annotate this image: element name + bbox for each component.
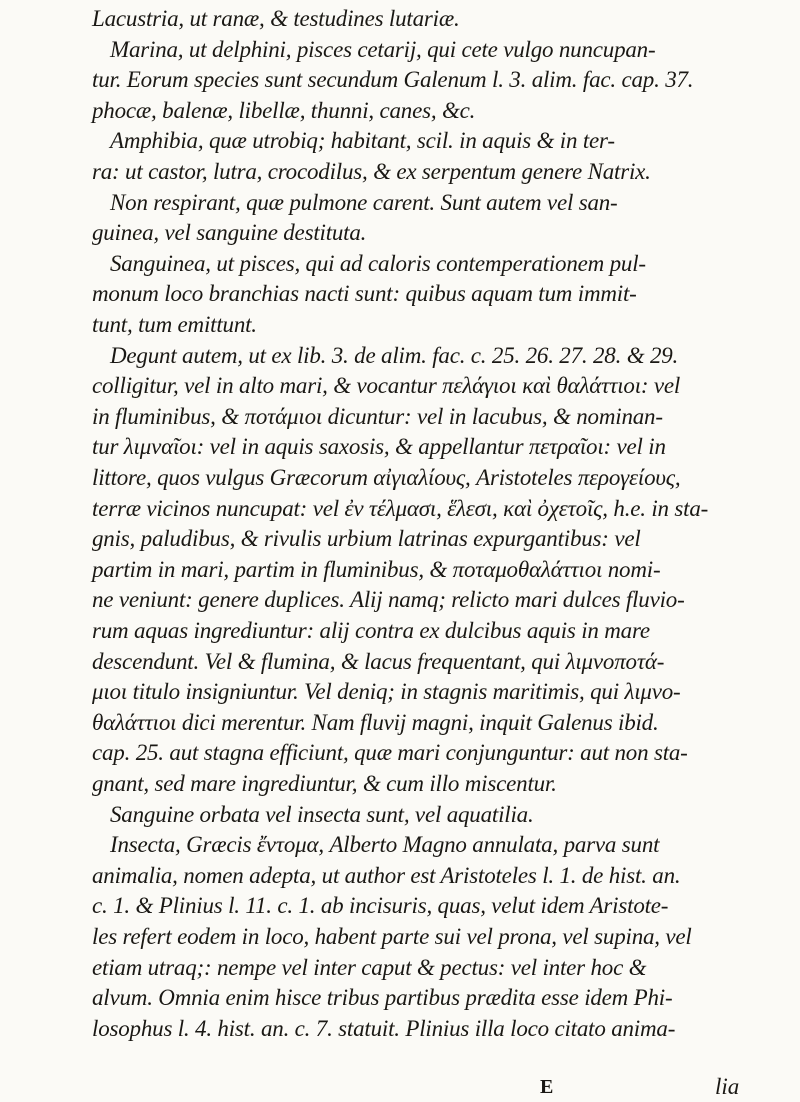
text-line: gnis, paludibus, & rivulis urbium latrinas expurgantibus: vel: [92, 526, 641, 552]
text-line: Non respirant, quæ pulmone carent. Sunt autem vel san-: [110, 189, 618, 215]
text-line: Amphibia, quæ utrobiq; habitant, scil. in aquis & in ter-: [110, 128, 615, 154]
text-line: phocæ, balenæ, libellæ, thunni, canes, &c.: [92, 97, 476, 123]
text-line: θαλάττιοι dici merentur. Nam fluvij magni, inquit Galenus ibid.: [92, 709, 659, 735]
text-line: tur λιμναῖοι: vel in aquis saxosis, & appellantur πετραῖοι: vel in: [92, 434, 666, 460]
text-line: Degunt autem, ut ex lib. 3. de alim. fac. c. 25. 26. 27. 28. & 29.: [110, 342, 679, 368]
text-line: descendunt. Vel & flumina, & lacus frequentant, qui λιμνοποτά-: [92, 648, 665, 674]
text-line: partim in mari, partim in fluminibus, & ποταμοθαλάττιοι nomi-: [92, 556, 661, 582]
text-line: Lacustria, ut ranæ, & testudines lutariæ.: [92, 6, 460, 31]
text-line: in fluminibus, & ποτάμιοι dicuntur: vel in lacubus, & nominan-: [92, 403, 663, 429]
catchword: lia: [715, 1074, 740, 1099]
text-line: ra: ut castor, lutra, crocodilus, & ex serpentum genere Natrix.: [92, 159, 651, 184]
text-line: ne veniunt: genere duplices. Alij namq; relicto mari dulces fluvio-: [92, 587, 685, 613]
text-line: μιοι titulo insigniuntur. Vel deniq; in stagnis maritimis, qui λιμνο-: [92, 679, 681, 705]
text-line: Sanguine orbata vel insecta sunt, vel aquatilia.: [110, 801, 534, 827]
text-line: c. 1. & Plinius l. 11. c. 1. ab incisuris, quas, velut idem Aristote-: [92, 893, 669, 919]
text-line: terræ vicinos nuncupat: vel ἐν τέλμασι, ἕλεσι, καὶ ὀχετοῖς, h.e. in sta-: [92, 495, 709, 521]
text-line: monum loco branchias nacti sunt: quibus aquam tum immit-: [92, 281, 637, 307]
signature-mark: E: [540, 1076, 554, 1098]
text-line: colligitur, vel in alto mari, & vocantur πελάγιοι καὶ θαλάττιοι: vel: [92, 373, 681, 399]
text-line: tur. Eorum species sunt secundum Galenum l. 3. alim. fac. cap. 37.: [92, 67, 694, 93]
text-line: cap. 25. aut stagna efficiunt, quæ mari conjunguntur: aut non sta-: [92, 740, 688, 766]
text-line: rum aquas ingrediuntur: alij contra ex dulcibus aquis in mare: [92, 618, 650, 643]
text-line: littore, quos vulgus Græcorum αἰγιαλίους, Aristoteles περογείους,: [92, 465, 681, 490]
text-line: guinea, vel sanguine destituta.: [92, 220, 367, 246]
text-line: alvum. Omnia enim hisce tribus partibus prædita esse idem Phi-: [92, 985, 673, 1011]
text-line: animalia, nomen adepta, ut author est Aristoteles l. 1. de hist. an.: [92, 862, 681, 888]
text-line: les refert eodem in loco, habent parte sui vel prona, vel supina, vel: [92, 924, 692, 949]
text-line: Insecta, Græcis ἔντομα, Alberto Magno annulata, parva sunt: [110, 832, 660, 858]
text-line: gnant, sed mare ingrediuntur, & cum illo miscentur.: [92, 771, 557, 796]
text-line: etiam utraq;: nempe vel inter caput & pectus: vel inter hoc &: [92, 954, 647, 980]
text-line: tunt, tum emittunt.: [92, 312, 257, 337]
text-line: Marina, ut delphini, pisces cetarij, qui cete vulgo nuncupan-: [110, 36, 656, 62]
text-line: losophus l. 4. hist. an. c. 7. statuit. Plinius illa loco citato anima-: [92, 1015, 676, 1041]
text-line: Sanguinea, ut pisces, qui ad caloris contemperationem pul-: [110, 250, 646, 276]
